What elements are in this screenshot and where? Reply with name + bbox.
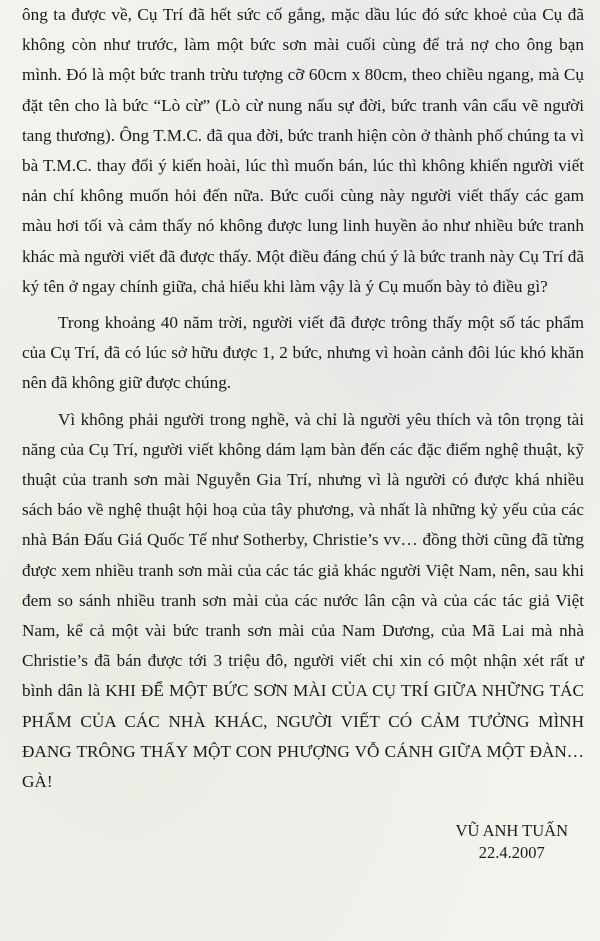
paragraph-opinion [22,405,584,798]
paragraph-opinion-caps: KHI ĐỂ MỘT BỨC SƠN MÀI CỦA CỤ TRÍ GIỮA NHỮNG TÁC PHẨM CỦA CÁC NHÀ KHÁC, NGƯỜI VIẾT CÓ CẢM TƯỞNG MÌNH ĐANG TRÔNG THẤY MỘT CON PHƯỢNG VỖ CÁNH GIỮA MỘT ĐÀN…GÀ! [22,681,585,792]
author-name: VŨ ANH TUẤN [455,821,568,840]
signature-block [456,820,568,864]
paragraph-40-years: Trong khoảng 40 năm trời, người viết đã được trông thấy một số tác phẩm của Cụ Trí, đã có lúc sở hữu được 1, 2 bức, nhưng vì hoàn cảnh đôi lúc khó khăn nên đã không giữ được chúng. [22,313,584,393]
paragraph-opinion-text: Vì không phải người trong nghề, và chỉ là người yêu thích và tôn trọng tài năng của Cụ Trí, người viết không dám lạm bàn đến các đặc điểm nghệ thuật, kỹ thuật của tranh sơn mài Nguyễn Gia Trí, nhưng vì là người có được khá nhiều sách báo về nghệ thuật hội hoạ của tây phương, và nhất là những kỷ yếu của các nhà Bán Đấu Giá Quốc Tế như Sotherby, Christie’s vv… đồng thời cũng đã từng được xem nhiều tranh sơn mài của các tác giả khác người Việt Nam, nên, sau khi đem so sánh nhiều tranh sơn mài của các nước lân cận và của các tác giả Việt Nam, kể cả một vài bức tranh sơn mài của Nam Dương, của Mã Lai mà nhà Christie’s đã bán được tới 3 triệu đô, người viết chi xin có một nhận xét rất ư bình dân là [22,409,584,701]
paragraph-lo-cu: ông ta được về, Cụ Trí đã hết sức cố gắng, mặc dầu lúc đó sức khoẻ của Cụ đã không còn như trước, làm một bức sơn mài cuối cùng để trả nợ cho ông bạn mình. Đó là một bức tranh trừu tượng cỡ 60cm x 80cm, theo chiều ngang, mà Cụ đặt tên cho là bức “Lò cừ” (Lò cừ nung nấu sự đời, bức tranh vân cẩu vẽ người tang thương). Ông T.M.C. đã qua đời, bức tranh hiện còn ở thành phố chúng ta vì bà T.M.C. thay đổi ý kiến hoài, lúc thì muốn bán, lúc thì không khiến người viết nản chí không muốn hỏi đến nữa. Bức cuối cùng này người viết thấy các gam màu hơi tối và cảm thấy nó không được lung linh huyền ảo như nhiều bức tranh khác mà người viết đã được thấy. Một điều đáng chú ý là bức tranh này Cụ Trí đã ký tên ở ngay chính giữa, chả hiểu khi làm vậy là ý Cụ muốn bày tỏ điều gì? [22,5,584,296]
document-page [22,0,584,797]
signature-date: 22.4.2007 [478,843,545,862]
